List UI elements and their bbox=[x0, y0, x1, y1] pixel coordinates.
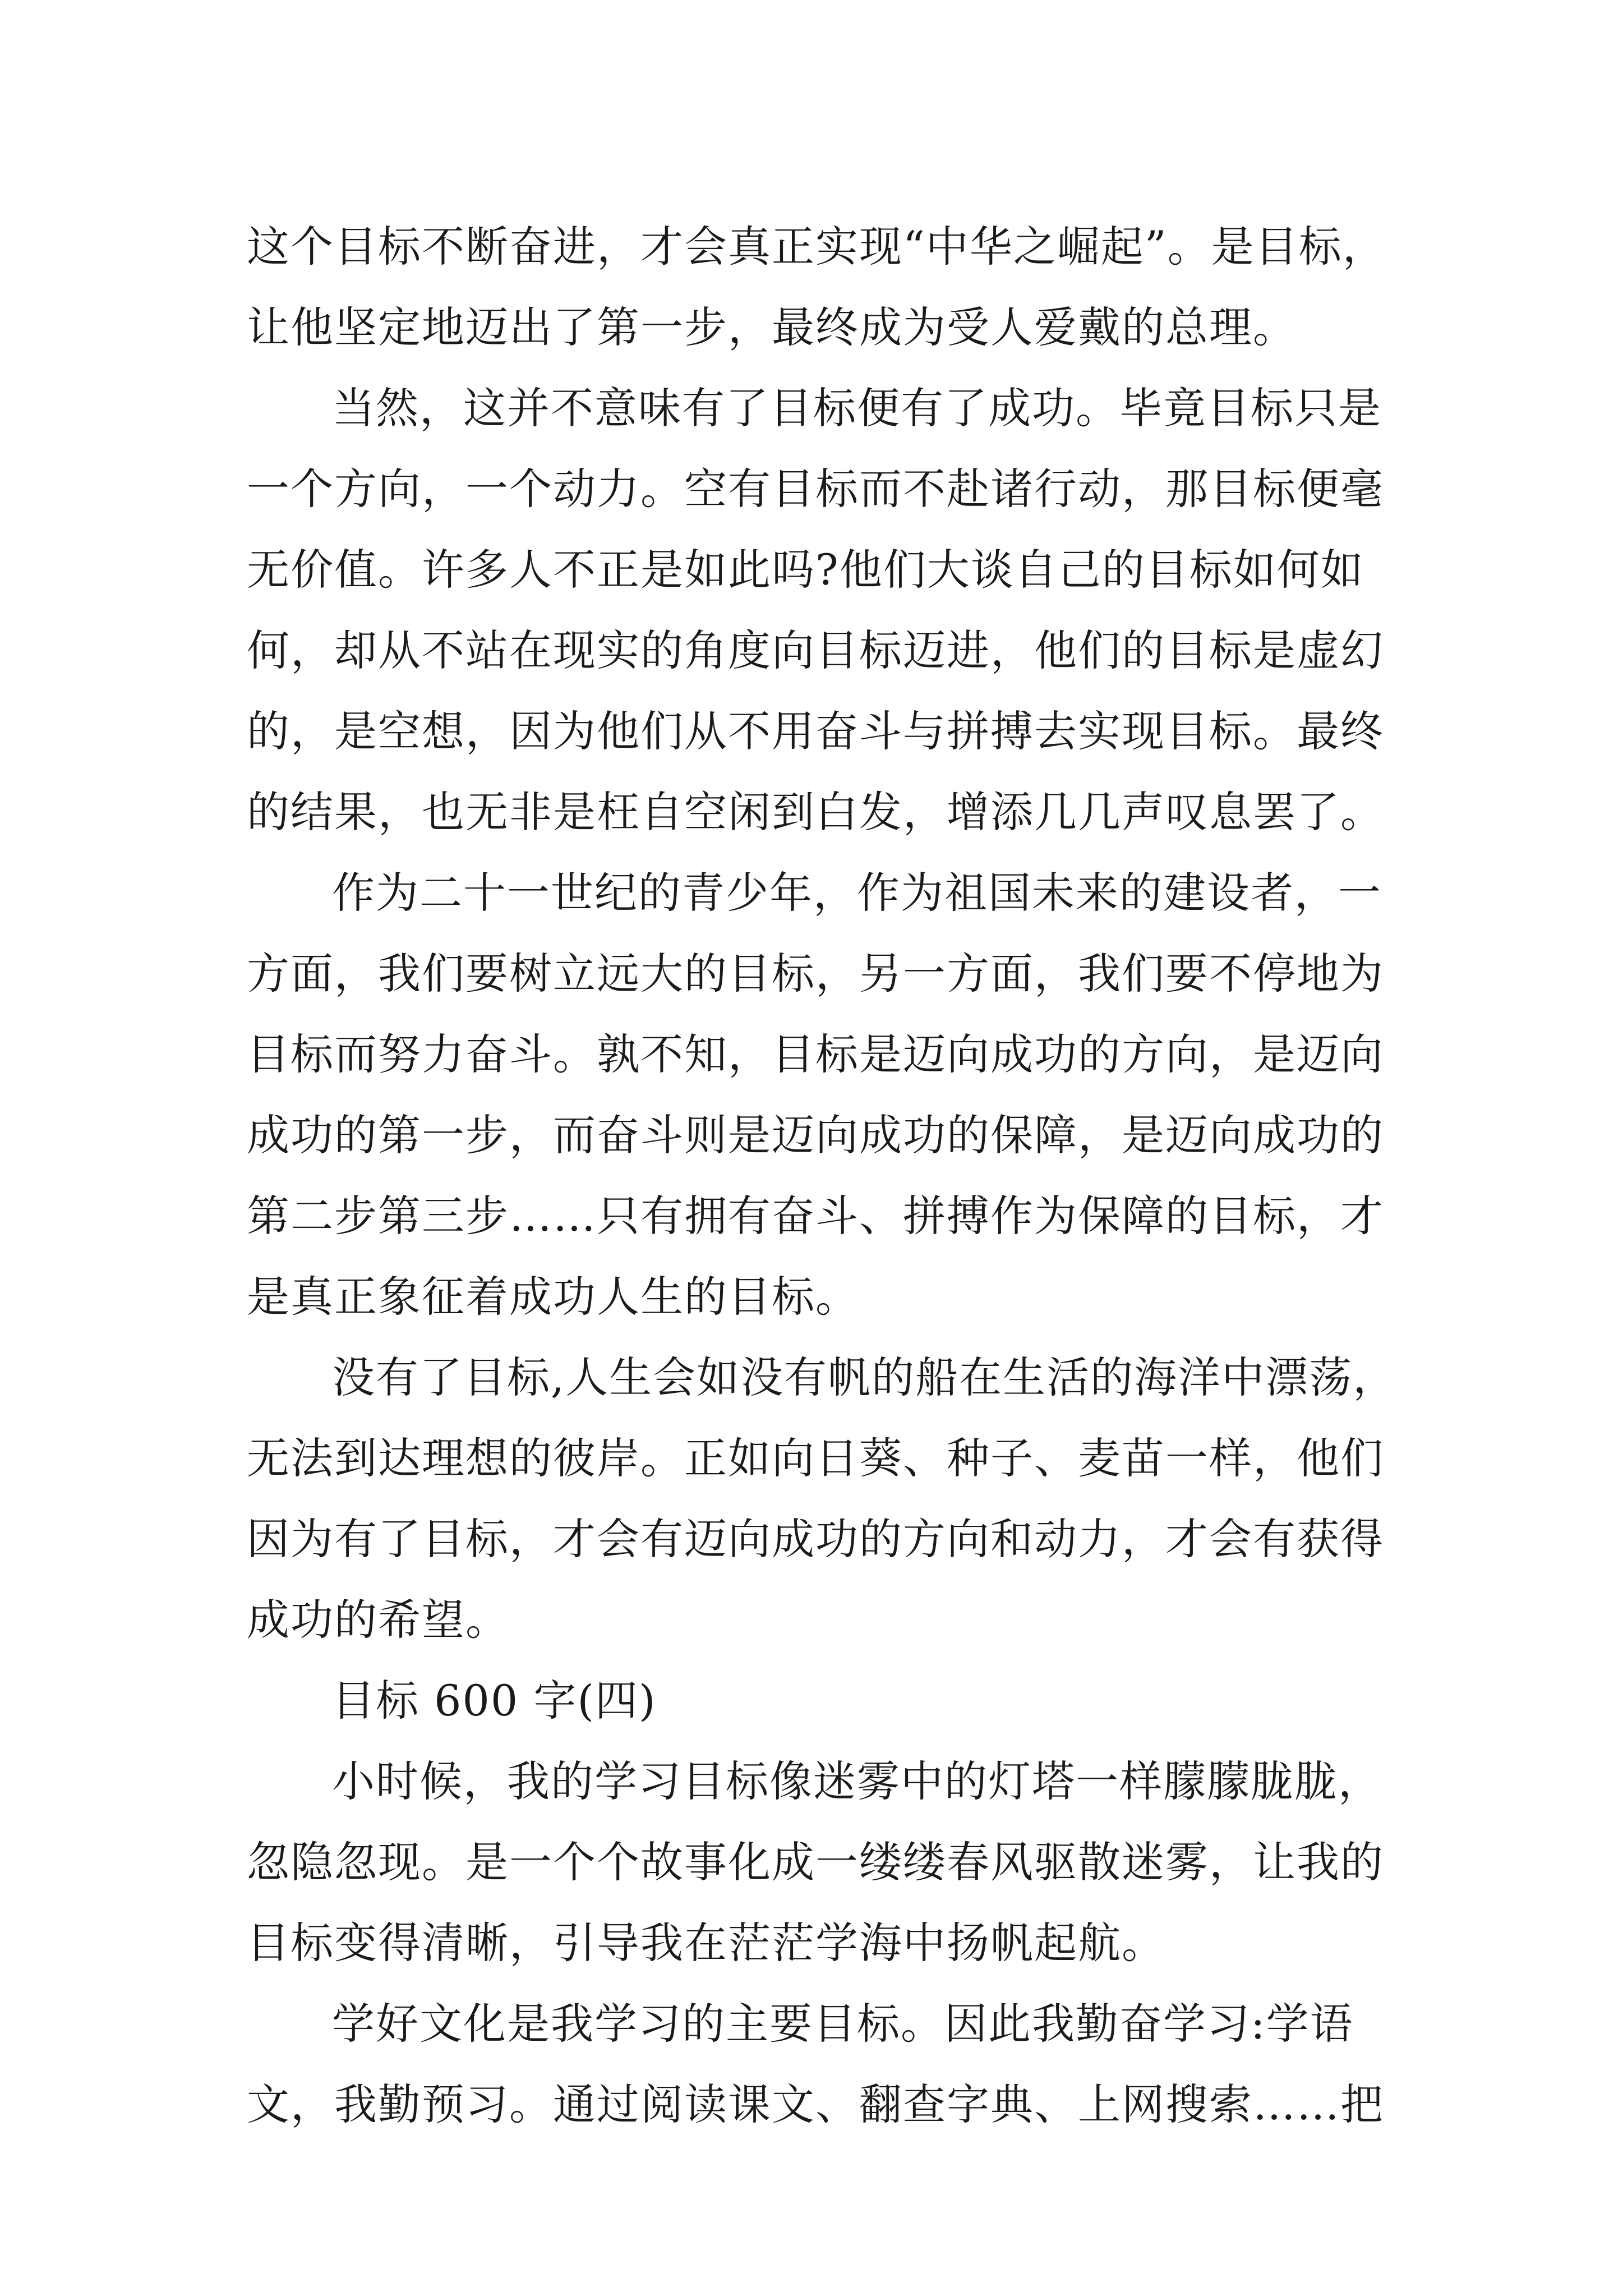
paragraph bbox=[247, 368, 1391, 853]
text-line: 目标变得清晰，引导我在茫茫学海中扬帆起航。 bbox=[247, 1918, 1165, 1968]
text-line: 目标而努力奋斗。孰不知，目标是迈向成功的方向，是迈向 bbox=[247, 1029, 1384, 1079]
text-line: 无价值。许多人不正是如此吗?他们大谈自己的目标如何如 bbox=[247, 545, 1364, 595]
text-line: 作为二十一世纪的青少年，作为祖国未来的建设者，一 bbox=[332, 868, 1382, 918]
text-line: 当然，这并不意味有了目标便有了成功。毕竟目标只是 bbox=[332, 383, 1382, 433]
text-line: 成功的第一步，而奋斗则是迈向成功的保障，是迈向成功的 bbox=[247, 1110, 1384, 1160]
text-line: 方面，我们要树立远大的目标，另一方面，我们要不停地为 bbox=[247, 949, 1384, 999]
text-line: 的，是空想，因为他们从不用奋斗与拼搏去实现目标。最终 bbox=[247, 706, 1384, 756]
paragraph bbox=[247, 206, 1391, 368]
document-body bbox=[247, 206, 1397, 2145]
text-line: 文，我勤预习。通过阅读课文、翻查字典、上网搜索……把 bbox=[247, 2079, 1384, 2129]
text-line: 没有了目标,人生会如没有帆的船在生活的海洋中漂荡， bbox=[332, 1352, 1397, 1402]
text-line: 是真正象征着成功人生的目标。 bbox=[247, 1272, 859, 1322]
text-line: 的结果，也无非是枉自空闲到白发，增添几几声叹息罢了。 bbox=[247, 787, 1384, 837]
text-line: 无法到达理想的彼岸。正如向日葵、种子、麦苗一样，他们 bbox=[247, 1433, 1384, 1483]
text-line: 成功的希望。 bbox=[247, 1595, 509, 1645]
paragraph bbox=[247, 1984, 1391, 2145]
text-line: 一个方向，一个动力。空有目标而不赴诸行动，那目标便毫 bbox=[247, 464, 1384, 514]
text-line: 忽隐忽现。是一个个故事化成一缕缕春风驱散迷雾，让我的 bbox=[247, 1837, 1384, 1887]
text-line: 学好文化是我学习的主要目标。因此我勤奋学习:学语 bbox=[332, 1999, 1354, 2049]
paragraph bbox=[247, 1337, 1397, 1660]
text-line: 让他坚定地迈出了第一步，最终成为受人爱戴的总理。 bbox=[247, 302, 1297, 352]
paragraph bbox=[247, 1741, 1391, 1984]
text-line: 因为有了目标，才会有迈向成功的方向和动力，才会有获得 bbox=[247, 1514, 1384, 1564]
text-line: 第二步第三步……只有拥有奋斗、拼搏作为保障的目标，才 bbox=[247, 1191, 1384, 1241]
paragraph bbox=[247, 853, 1391, 1337]
heading-text: 目标 600 字(四) bbox=[332, 1676, 657, 1726]
section-heading bbox=[247, 1660, 1391, 1741]
text-line: 这个目标不断奋进，才会真正实现“中华之崛起”。是目标， bbox=[247, 222, 1386, 272]
text-line: 小时候，我的学习目标像迷雾中的灯塔一样朦朦胧胧， bbox=[332, 1756, 1382, 1806]
text-line: 何，却从不站在现实的角度向目标迈进，他们的目标是虚幻 bbox=[247, 625, 1384, 675]
